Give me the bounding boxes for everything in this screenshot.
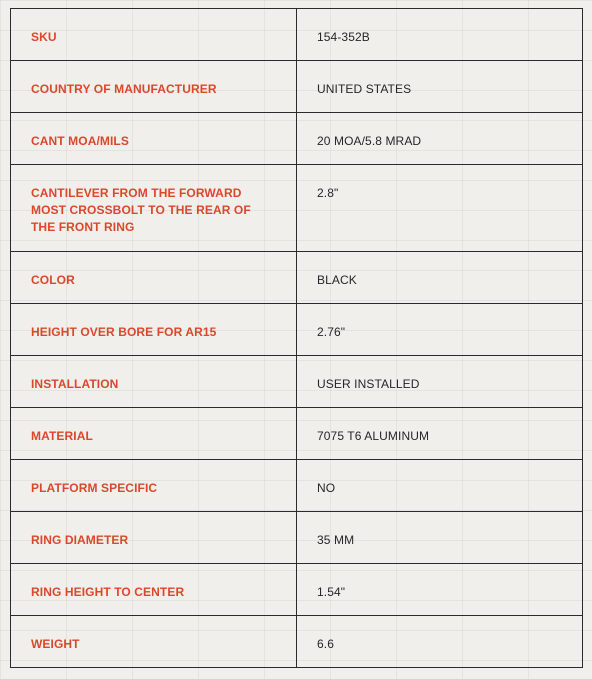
spec-value: 20 MOA/5.8 MRAD (317, 134, 422, 148)
spec-label: RING HEIGHT TO CENTER (31, 585, 185, 599)
spec-row-ring-diameter (11, 512, 583, 564)
spec-value: 2.8" (317, 186, 339, 200)
spec-row-sku (11, 9, 583, 61)
spec-label-cell (11, 9, 297, 61)
spec-value: 35 MM (317, 533, 355, 547)
spec-value: BLACK (317, 273, 357, 287)
spec-row-color (11, 252, 583, 304)
spec-label: MATERIAL (31, 429, 93, 443)
spec-value-cell (297, 304, 583, 356)
spec-label: PLATFORM SPECIFIC (31, 481, 158, 495)
spec-label-cell (11, 304, 297, 356)
spec-row-cantilever (11, 165, 583, 252)
spec-label: COUNTRY OF MANUFACTURER (31, 82, 217, 96)
spec-value-cell (297, 408, 583, 460)
spec-label: WEIGHT (31, 637, 80, 651)
spec-row-cant (11, 113, 583, 165)
spec-row-installation (11, 356, 583, 408)
spec-row-country (11, 61, 583, 113)
spec-label-cell (11, 460, 297, 512)
spec-value: 154-352B (317, 30, 370, 44)
spec-row-platform-specific (11, 460, 583, 512)
spec-label-cell (11, 564, 297, 616)
spec-value: UNITED STATES (317, 82, 412, 96)
spec-label-cell (11, 165, 297, 252)
spec-label: CANT MOA/MILS (31, 134, 129, 148)
spec-row-material (11, 408, 583, 460)
spec-row-ring-height (11, 564, 583, 616)
spec-label: SKU (31, 30, 57, 44)
spec-value-cell (297, 616, 583, 668)
spec-label: HEIGHT OVER BORE FOR AR15 (31, 325, 217, 339)
spec-label-cell (11, 408, 297, 460)
spec-value-cell (297, 113, 583, 165)
spec-value: NO (317, 481, 336, 495)
spec-value-cell (297, 61, 583, 113)
spec-value: 6.6 (317, 637, 334, 651)
spec-value: USER INSTALLED (317, 377, 420, 391)
spec-value: 2.76" (317, 325, 346, 339)
spec-row-weight (11, 616, 583, 668)
spec-value-cell (297, 9, 583, 61)
spec-label-cell (11, 252, 297, 304)
spec-value: 1.54" (317, 585, 346, 599)
spec-value-cell (297, 564, 583, 616)
spec-label-cell (11, 356, 297, 408)
specifications-table (10, 8, 583, 668)
spec-label: RING DIAMETER (31, 533, 129, 547)
spec-label-cell (11, 61, 297, 113)
spec-label-cell (11, 113, 297, 165)
spec-label: CANTILEVER FROM THE FORWARD MOST CROSSBOLT TO THE REAR OF THE FRONT RING (31, 186, 251, 234)
spec-label-cell (11, 616, 297, 668)
spec-value-cell (297, 165, 583, 252)
spec-label-cell (11, 512, 297, 564)
spec-value-cell (297, 356, 583, 408)
spec-value-cell (297, 460, 583, 512)
spec-label: COLOR (31, 273, 75, 287)
spec-value: 7075 T6 ALUMINUM (317, 429, 430, 443)
spec-label: INSTALLATION (31, 377, 119, 391)
spec-row-height-over-bore (11, 304, 583, 356)
spec-value-cell (297, 512, 583, 564)
spec-value-cell (297, 252, 583, 304)
